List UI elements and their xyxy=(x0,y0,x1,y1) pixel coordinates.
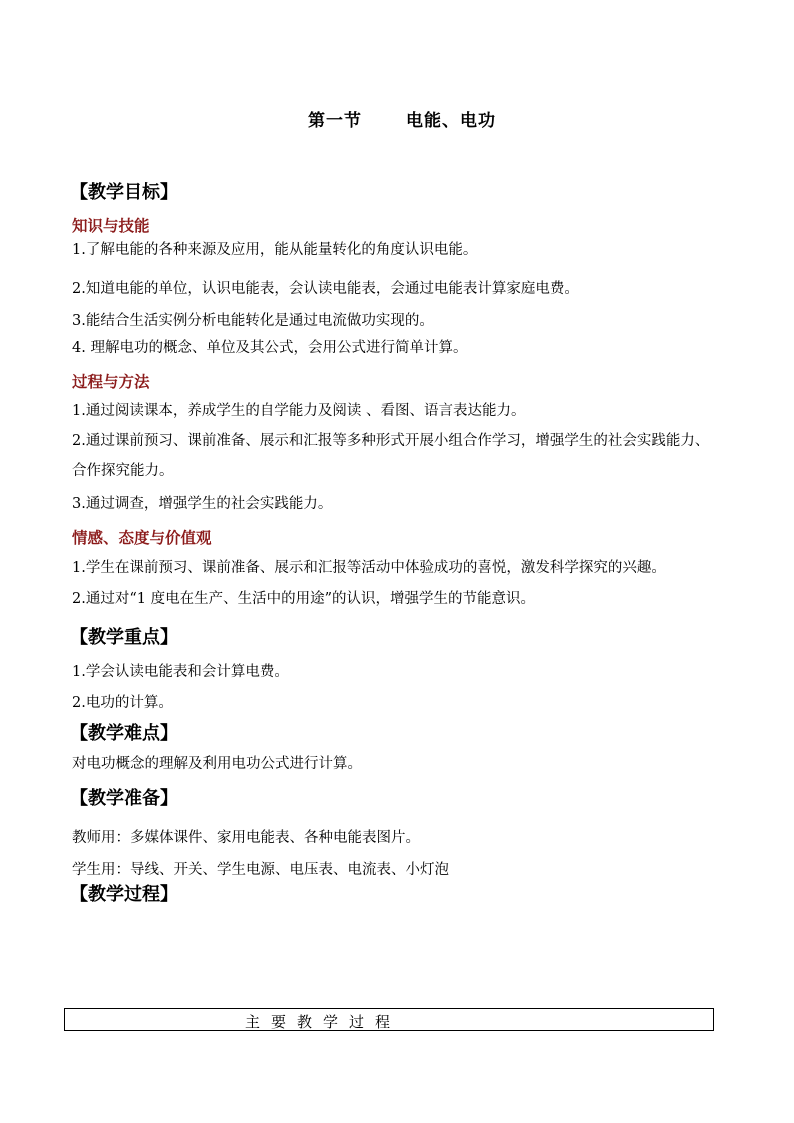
knowledge-item-2: 2.知道电能的单位，认识电能表，会认读电能表，会通过电能表计算家庭电费。 xyxy=(72,281,579,297)
section-objectives: 【教学目标】 xyxy=(70,182,178,203)
preparation-teacher: 教师用：多媒体课件、家用电能表、各种电能表图片。 xyxy=(72,830,420,846)
key-point-item-1: 1.学会认读电能表和会计算电费。 xyxy=(72,664,289,680)
emotion-item-2: 2.通过对“1 度电在生产、生活中的用途”的认识，增强学生的节能意识。 xyxy=(72,591,535,607)
method-item-3: 3.通过调查，增强学生的社会实践能力。 xyxy=(72,496,333,512)
subsection-emotion: 情感、态度与价值观 xyxy=(72,528,212,547)
section-difficulties: 【教学难点】 xyxy=(70,723,178,744)
table-header-label: 主要教学过程 xyxy=(245,1013,402,1031)
section-preparation: 【教学准备】 xyxy=(70,788,178,809)
emotion-item-1: 1.学生在课前预习、课前准备、展示和汇报等活动中体验成功的喜悦，激发科学探究的兴趣。 xyxy=(72,560,666,576)
section-process: 【教学过程】 xyxy=(70,884,178,905)
knowledge-item-3: 3.能结合生活实例分析电能转化是通过电流做功实现的。 xyxy=(72,313,434,329)
key-point-item-2: 2.电功的计算。 xyxy=(72,695,173,711)
knowledge-item-4: 4. 理解电功的概念、单位及其公式，会用公式进行简单计算。 xyxy=(72,340,468,356)
preparation-student: 学生用：导线、开关、学生电源、电压表、电流表、小灯泡 xyxy=(72,862,449,878)
subsection-knowledge: 知识与技能 xyxy=(72,216,150,235)
page-title xyxy=(308,106,496,131)
difficulty-text: 对电功概念的理解及利用电功公式进行计算。 xyxy=(72,756,362,772)
title-section-number: 第一节 xyxy=(308,111,362,131)
title-topic: 电能、电功 xyxy=(406,111,496,131)
method-item-2: 2.通过课前预习、课前准备、展示和汇报等多种形式开展小组合作学习，增强学生的社会实践能力、合作探究能力。 xyxy=(72,433,710,479)
section-key-points: 【教学重点】 xyxy=(70,627,178,648)
process-table-header xyxy=(64,1008,714,1031)
subsection-method: 过程与方法 xyxy=(72,372,150,391)
method-item-1: 1.通过阅读课本，养成学生的自学能力及阅读 、看图、语言表达能力。 xyxy=(72,403,526,419)
knowledge-item-1: 1.了解电能的各种来源及应用，能从能量转化的角度认识电能。 xyxy=(72,242,478,258)
